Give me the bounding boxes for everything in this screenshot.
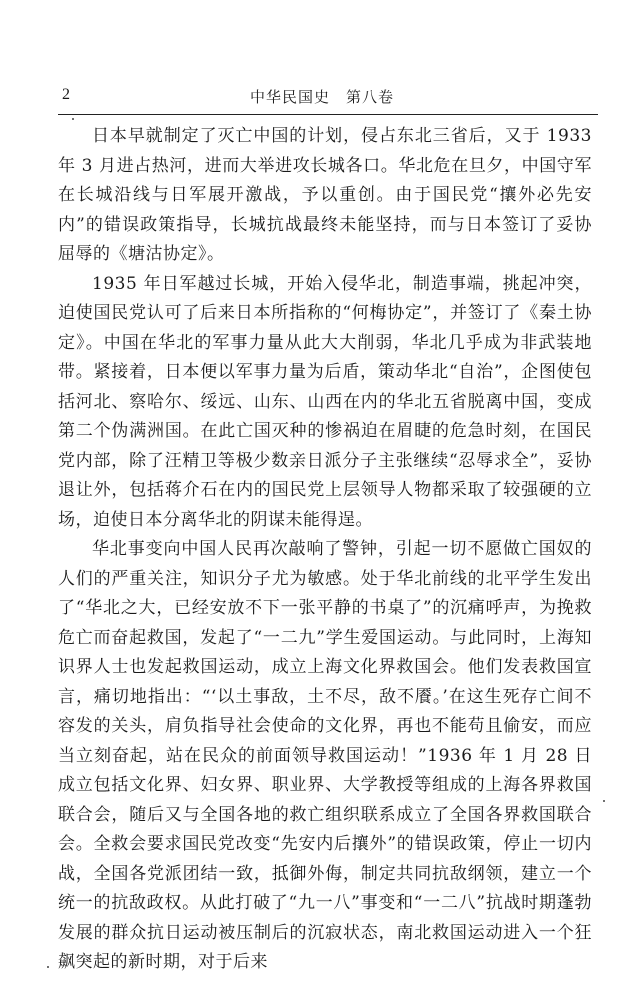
paragraph-3: 华北事变向中国人民再次敲响了警钟，引起一切不愿做亡国奴的人们的严重关注，知识分子尤为敏感。处于华北前线的北平学生发出了“华北之大，已经安放不下一张平静的书桌了”的沉痛呼声，为挽救危亡而奋起救国，发起了“一二九”学生爱国运动。与此同时，上海知识界人士也发起救国运动，成立上海文化界救国会。他们发表救国宣言，痛切地指出：“‘以土事敌，土不尽，敌不餍。’在这生死存亡间不容发的关头，肩负指导社会使命的文化界，再也不能苟且偷安，而应当立刻奋起，站在民众的前面领导救国运动！”1936 年 1 月 28 日成立包括文化界、妇女界、职业界、大学教授等组成的上海各界救国联合会，随后又与全国各地的救亡组织联系成立了全国各界救国联合会。全救会要求国民党改变“先安内后攘外”的错误政策，停止一切内战，全国各党派团结一致，抵御外侮，制定共同抗敌纲领，建立一个统一的抗敌政权。从此打破了“九一八”事变和“一二八”抗战时期蓬勃发展的群众抗日运动被压制后的沉寂状态，南北救国运动进入一个狂飙突起的新时期，对于后来 — [58, 539, 592, 972]
body-text — [58, 122, 592, 978]
header-rule — [58, 114, 598, 115]
paragraph-1: 日本早就制定了灭亡中国的计划，侵占东北三省后，又于 1933 年 3 月进占热河，进而大举进攻长城各口。华北危在旦夕，中国守军在长城沿线与日军展开激战，予以重创。由于国民党“攘外必先安内”的错误政策指导，长城抗战最终未能坚持，而与日本签订了妥协屈辱的《塘沽协定》。 — [58, 126, 592, 264]
scan-speck — [72, 118, 74, 120]
scan-speck — [47, 966, 49, 968]
paragraph-2: 1935 年日军越过长城，开始入侵华北，制造事端，挑起冲突，迫使国民党认可了后来日本所指称的“何梅协定”，并签订了《秦土协定》。中国在华北的军事力量从此大大削弱，华北几乎成为非武装地带。紧接着，日本便以军事力量为后盾，策动华北“自治”，企图使包括河北、察哈尔、绥远、山东、山西在内的华北五省脱离中国，变成第二个伪满洲国。在此亡国灭种的惨祸迫在眉睫的危急时刻，在国民党内部，除了汪精卫等极少数亲日派分子主张继续“忍辱求全”，妥协退让外，包括蒋介石在内的国民党上层领导人物都采取了较强硬的立场，迫使日本分离华北的阴谋未能得逞。 — [58, 273, 592, 530]
scan-speck — [603, 800, 605, 802]
page-number: 2 — [62, 86, 70, 103]
running-title: 中华民国史 第八卷 — [249, 88, 394, 106]
